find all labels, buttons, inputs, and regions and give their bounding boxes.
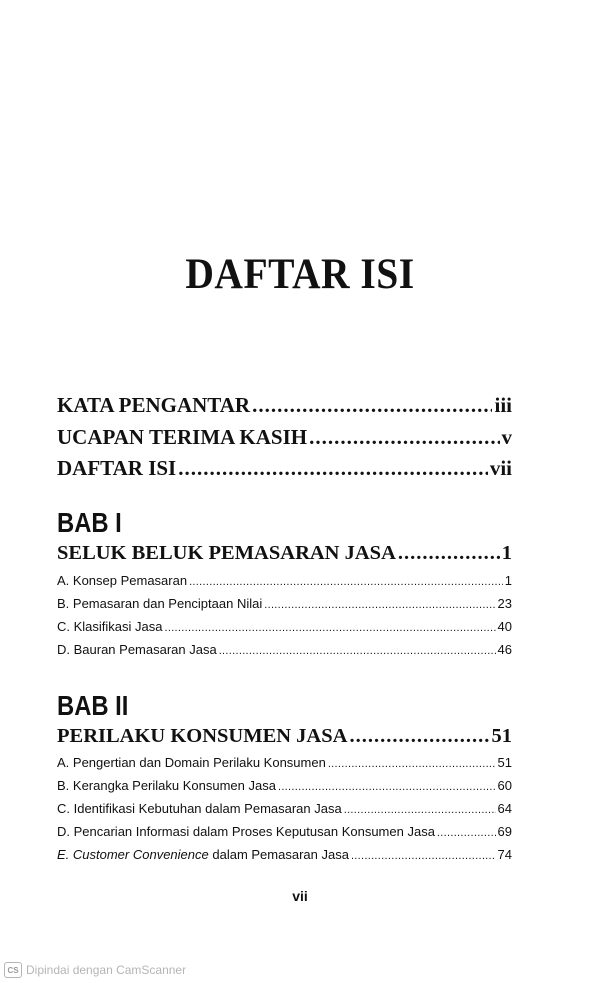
toc-page: 69 — [497, 824, 512, 839]
toc-entry[interactable] — [57, 778, 512, 800]
toc-page: 64 — [497, 801, 512, 816]
toc-label: A. Pengertian dan Domain Perilaku Konsumen — [57, 755, 326, 770]
dot-leader — [189, 576, 503, 588]
toc-page: vii — [489, 456, 512, 480]
dot-leader — [398, 542, 500, 565]
toc-label: UCAPAN TERIMA KASIH — [57, 425, 308, 449]
toc-entry[interactable] — [57, 755, 512, 777]
toc-front-ucapan-terima-kasih[interactable] — [57, 425, 512, 453]
toc-label: DAFTAR ISI — [57, 456, 177, 480]
toc-label: D. Pencarian Informasi dalam Proses Keputusan Konsumen Jasa — [57, 824, 435, 839]
toc-page: 60 — [497, 778, 512, 793]
camscanner-icon: CS — [4, 962, 22, 978]
dot-leader — [264, 599, 495, 611]
toc-page: 23 — [497, 596, 512, 611]
toc-label: A. Konsep Pemasaran — [57, 573, 188, 588]
scanner-watermark-text: Dipindai dengan CamScanner — [26, 963, 187, 977]
toc-label: SELUK BELUK PEMASARAN JASA — [57, 542, 396, 564]
dot-leader — [309, 425, 499, 450]
toc-page: 40 — [497, 619, 512, 634]
chapter-label-bab-1: BAB I — [57, 507, 122, 538]
dot-leader — [344, 804, 496, 816]
toc-chapter-1-title[interactable] — [57, 542, 512, 570]
scanner-watermark — [4, 962, 186, 978]
dot-leader — [349, 725, 489, 748]
toc-label: C. Klasifikasi Jasa — [57, 619, 163, 634]
toc-entry[interactable] — [57, 824, 512, 846]
toc-entry[interactable] — [57, 642, 512, 664]
toc-label: PERILAKU KONSUMEN JASA — [57, 725, 348, 747]
toc-page: 1 — [501, 542, 512, 564]
dot-leader — [328, 758, 496, 770]
toc-page: 51 — [491, 725, 512, 747]
toc-front-daftar-isi[interactable] — [57, 456, 512, 484]
dot-leader — [178, 456, 488, 481]
page-title: DAFTAR ISI — [185, 251, 415, 298]
page-number: vii — [292, 888, 308, 904]
toc-chapter-2-title[interactable] — [57, 725, 512, 753]
toc-page: 46 — [497, 642, 512, 657]
dot-leader — [252, 393, 492, 418]
chapter-label-bab-2: BAB II — [57, 690, 129, 721]
toc-label: E. Customer Convenience dalam Pemasaran Jasa — [57, 847, 349, 862]
toc-label: B. Pemasaran dan Penciptaan Nilai — [57, 596, 263, 611]
toc-page: 1 — [504, 573, 512, 588]
toc-label: B. Kerangka Perilaku Konsumen Jasa — [57, 778, 276, 793]
toc-entry[interactable] — [57, 801, 512, 823]
toc-entry[interactable] — [57, 596, 512, 618]
toc-page: iii — [494, 393, 512, 417]
toc-label: C. Identifikasi Kebutuhan dalam Pemasaran Jasa — [57, 801, 342, 816]
toc-page: v — [501, 425, 512, 449]
dot-leader — [164, 622, 495, 634]
dot-leader — [278, 781, 496, 793]
toc-page: 51 — [497, 755, 512, 770]
dot-leader — [351, 850, 496, 862]
dot-leader — [219, 645, 496, 657]
toc-page: 74 — [497, 847, 512, 862]
toc-label: KATA PENGANTAR — [57, 393, 251, 417]
toc-entry[interactable] — [57, 619, 512, 641]
toc-entry[interactable] — [57, 573, 512, 595]
toc-entry[interactable] — [57, 847, 512, 869]
toc-label: D. Bauran Pemasaran Jasa — [57, 642, 217, 657]
toc-front-kata-pengantar[interactable] — [57, 393, 512, 421]
dot-leader — [437, 827, 496, 839]
